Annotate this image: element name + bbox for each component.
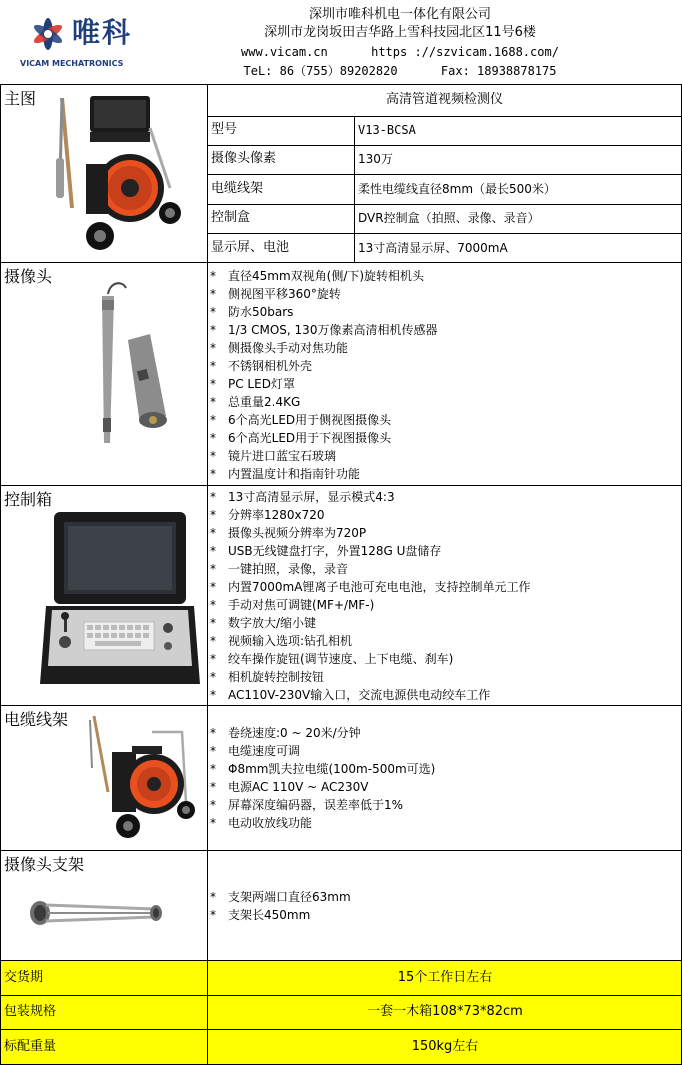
product-title: 高清管道视频检测仪	[385, 92, 503, 107]
company-logo	[20, 12, 136, 74]
list-item: * 绞车操作旋钮(调节速度、上下电缆、刹车)	[210, 652, 454, 666]
grid-line	[0, 705, 682, 706]
list-item: * 分辨率1280x720	[210, 508, 325, 522]
list-item: * 镜片进口蓝宝石玻璃	[210, 449, 337, 463]
grid-line	[0, 84, 1, 1065]
control-box-feature-list	[210, 488, 530, 704]
camera-bracket-image	[26, 893, 166, 933]
grid-line	[207, 84, 208, 1065]
grid-line	[0, 1029, 682, 1030]
grid-line	[0, 485, 682, 486]
list-item: * AC110V-230V输入口，交流电源供电动绞车工作	[210, 688, 491, 702]
spec-value-cable-reel: 柔性电缆线直径8mm（最长500米）	[358, 182, 556, 196]
camera-bracket-feature-list	[210, 888, 351, 924]
list-item: * 1/3 CMOS, 130万像素高清相机传感器	[210, 323, 438, 337]
grid-line	[0, 84, 682, 85]
spec-label-model: 型号	[211, 122, 238, 137]
camera-feature-list	[210, 267, 437, 483]
grid-line	[0, 262, 682, 263]
list-item: * 直径45mm双视角(侧/下)旋转相机头	[210, 269, 425, 283]
list-item: * 摄像头视频分辨率为720P	[210, 526, 367, 540]
logo-text: 唯科	[72, 16, 133, 49]
packing-spec-label: 包装规格	[4, 1004, 57, 1019]
delivery-time-value: 15个工作日左右	[397, 970, 493, 985]
grid-line	[354, 116, 355, 262]
spec-value-pixels: 130万	[358, 152, 393, 166]
grid-line	[207, 204, 682, 205]
list-item: * 防水50bars	[210, 305, 294, 319]
grid-line	[207, 116, 682, 117]
inspection-system-image	[30, 88, 200, 258]
logo-subtext: VICAM MECHATRONICS	[20, 59, 124, 68]
grid-line	[0, 960, 682, 961]
list-item: * 支架长450mm	[210, 908, 311, 922]
camera-head-image	[80, 278, 200, 448]
list-item: * 一键拍照，录像，录音	[210, 562, 349, 576]
list-item: * 屏幕深度编码器，误差率低于1%	[210, 798, 404, 812]
spec-label-cable-reel: 电缆线架	[211, 181, 264, 196]
grid-line	[207, 233, 682, 234]
company-address: 深圳市龙岗坂田吉华路上雪科技园北区11号6楼	[264, 25, 536, 40]
cable-reel-label: 电缆线架	[4, 710, 69, 729]
main-image-label: 主图	[4, 89, 37, 108]
list-item: * 相机旋转控制按钮	[210, 670, 325, 684]
list-item: * PC LED灯罩	[210, 377, 295, 391]
website-links[interactable]: www.vicam.cn https ://szvicam.1688.com/	[241, 45, 559, 59]
standard-weight-label: 标配重量	[4, 1039, 57, 1054]
camera-bracket-label: 摄像头支架	[4, 855, 85, 874]
phone-fax: TeL: 86（755）89202820 Fax: 18938878175	[243, 64, 557, 78]
list-item: * 卷绕速度:0 ~ 20米/分钟	[210, 726, 361, 740]
camera-label: 摄像头	[4, 267, 53, 286]
list-item: * 侧摄像头手动对焦功能	[210, 341, 349, 355]
delivery-time-label: 交货期	[4, 970, 44, 985]
spec-value-control-box: DVR控制盒（拍照、录像、录音）	[358, 211, 540, 225]
list-item: * 6个高光LED用于侧视图摄像头	[210, 413, 392, 427]
list-item: * 13寸高清显示屏，显示模式4:3	[210, 490, 395, 504]
list-item: * USB无线键盘打字，外置128G U盘储存	[210, 544, 442, 558]
list-item: * 6个高光LED用于下视图摄像头	[210, 431, 392, 445]
spec-label-pixels: 摄像头像素	[211, 151, 277, 166]
list-item: * 电源AC 110V ~ AC230V	[210, 780, 369, 794]
list-item: * 侧视图平移360°旋转	[210, 287, 341, 301]
logo-icon	[26, 12, 70, 56]
list-item: * 电动收放线功能	[210, 816, 313, 830]
list-item: * 内置温度计和指南针功能	[210, 467, 361, 481]
control-box-label: 控制箱	[4, 490, 53, 509]
grid-line	[207, 174, 682, 175]
cable-reel-feature-list	[210, 724, 435, 832]
list-item: * 视频输入选项:钻孔相机	[210, 634, 353, 648]
list-item: * 数字放大/缩小键	[210, 616, 317, 630]
list-item: * 不锈钢相机外壳	[210, 359, 313, 373]
grid-line	[207, 145, 682, 146]
list-item: * 内置7000mA锂离子电池可充电电池，支持控制单元工作	[210, 580, 531, 594]
spec-value-model: V13-BCSA	[358, 123, 416, 137]
standard-weight-value: 150kg左右	[411, 1039, 479, 1054]
spec-value-display-battery: 13寸高清显示屏、7000mA	[358, 241, 508, 255]
list-item: * Φ8mm凯夫拉电缆(100m-500m可选)	[210, 762, 436, 776]
list-item: * 支架两端口直径63mm	[210, 890, 351, 904]
spec-label-control-box: 控制盒	[211, 210, 251, 225]
cable-reel-image	[82, 712, 202, 842]
spec-label-display-battery: 显示屏、电池	[211, 240, 290, 255]
grid-line	[0, 995, 682, 996]
list-item: * 电缆速度可调	[210, 744, 301, 758]
company-name: 深圳市唯科机电一体化有限公司	[308, 7, 491, 22]
control-box-image	[40, 510, 200, 690]
packing-spec-value: 一套一木箱108*73*82cm	[367, 1004, 523, 1019]
grid-line	[0, 850, 682, 851]
list-item: * 手动对焦可调键(MF+/MF-)	[210, 598, 375, 612]
list-item: * 总重量2.4KG	[210, 395, 301, 409]
